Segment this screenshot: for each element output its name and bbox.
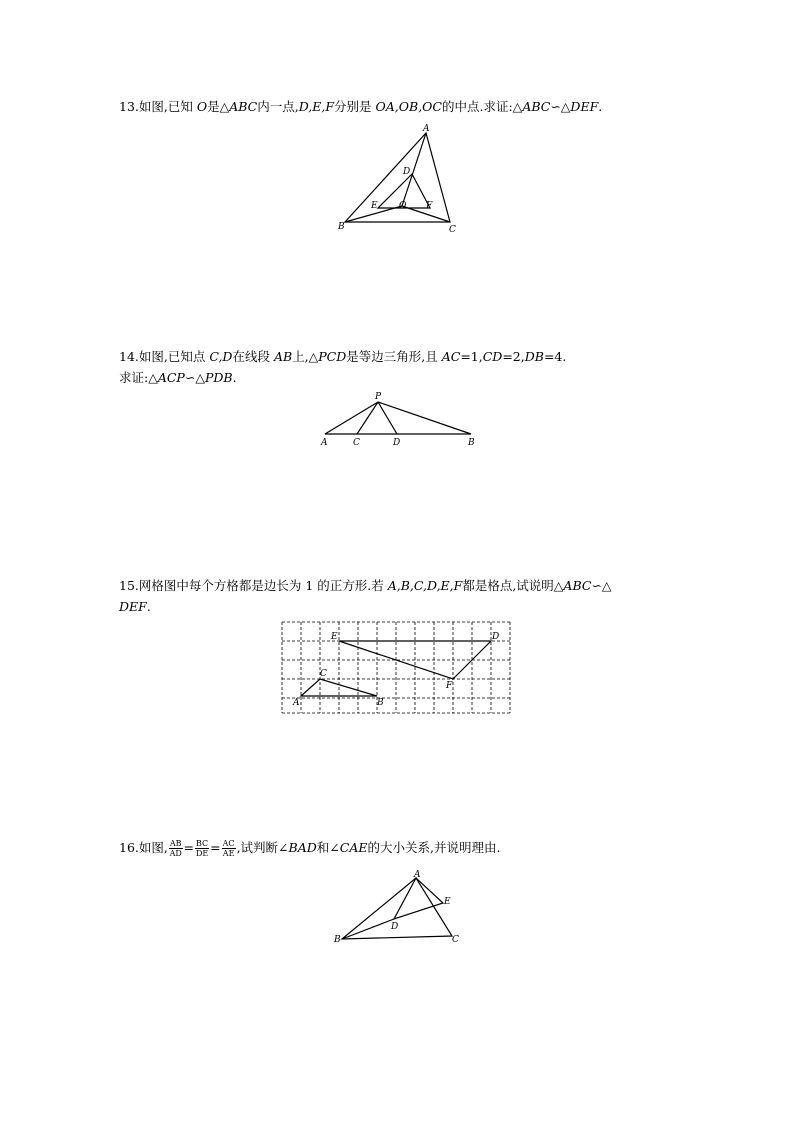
- figure-14: [315, 388, 485, 450]
- triangle-ade: [394, 878, 443, 919]
- label-c: C: [449, 225, 456, 235]
- segment-pa: [325, 402, 378, 434]
- label-e: E: [444, 897, 451, 907]
- segment-pd: [378, 402, 397, 434]
- label-d: D: [391, 922, 399, 932]
- problem-number: 14.: [119, 349, 139, 364]
- label-a: A: [414, 870, 421, 880]
- problem-16-text: 16.如图, $\frac{AB}{AD}$ = $\frac{BC}{DE}$ = $\frac{AC}{AE}$ ,试判断∠BAD和∠CAE的大小关系,并说明理由.: [119, 839, 501, 858]
- label-a: A: [321, 438, 328, 448]
- segment-bd: [342, 919, 394, 939]
- grid: [282, 622, 510, 713]
- label-b: B: [338, 222, 345, 232]
- label-b: B: [468, 438, 475, 448]
- label-d: D: [393, 438, 401, 448]
- problem-13-text: 13.如图,已知 O是△ABC内一点,D,E,F分别是 OA,OB,OC的中点.求证:△ABC∽△DEF.: [119, 99, 603, 114]
- problem-number: 13.: [119, 99, 139, 114]
- label-d: D: [492, 632, 500, 642]
- problem-number: 15.: [119, 578, 139, 593]
- label-o: O: [399, 201, 407, 211]
- fraction-ac-ae: $\frac{AC}{AE}$: [222, 839, 235, 858]
- label-a: A: [293, 698, 300, 708]
- label-c: C: [320, 669, 327, 679]
- label-e: E: [371, 201, 378, 211]
- fraction-bc-de: $\frac{BC}{DE}$: [195, 839, 209, 858]
- label-a: A: [423, 124, 430, 134]
- label-e: E: [331, 632, 338, 642]
- problem-14-text-line2: 求证:△ACP∽△PDB.: [119, 370, 237, 385]
- label-b: B: [334, 935, 341, 945]
- triangle-abc: [345, 133, 450, 222]
- label-c: C: [353, 438, 360, 448]
- figure-13: [330, 120, 470, 235]
- label-b: B: [377, 698, 384, 708]
- label-c: C: [452, 935, 459, 945]
- problem-number: 16.: [119, 840, 139, 855]
- problem-15-text-line1: 15.网格图中每个方格都是边长为 1 的正方形.若 A,B,C,D,E,F都是格点,试说明△ABC∽△: [119, 578, 612, 593]
- problem-14-text-line1: 14.如图,已知点 C,D在线段 AB上,△PCD是等边三角形,且 AC=1,CD=2,DB=4.: [119, 349, 567, 364]
- figure-16: [330, 868, 470, 948]
- label-f: F: [446, 681, 453, 691]
- label-f: F: [426, 201, 433, 211]
- fraction-ab-ad: $\frac{AB}{AD}$: [169, 839, 182, 858]
- label-d: D: [403, 167, 411, 177]
- problem-15-text-line2: DEF.: [119, 599, 151, 614]
- label-p: P: [375, 392, 382, 402]
- segment-pb: [378, 402, 471, 434]
- figure-15: [278, 618, 518, 718]
- segment-pc: [357, 402, 378, 434]
